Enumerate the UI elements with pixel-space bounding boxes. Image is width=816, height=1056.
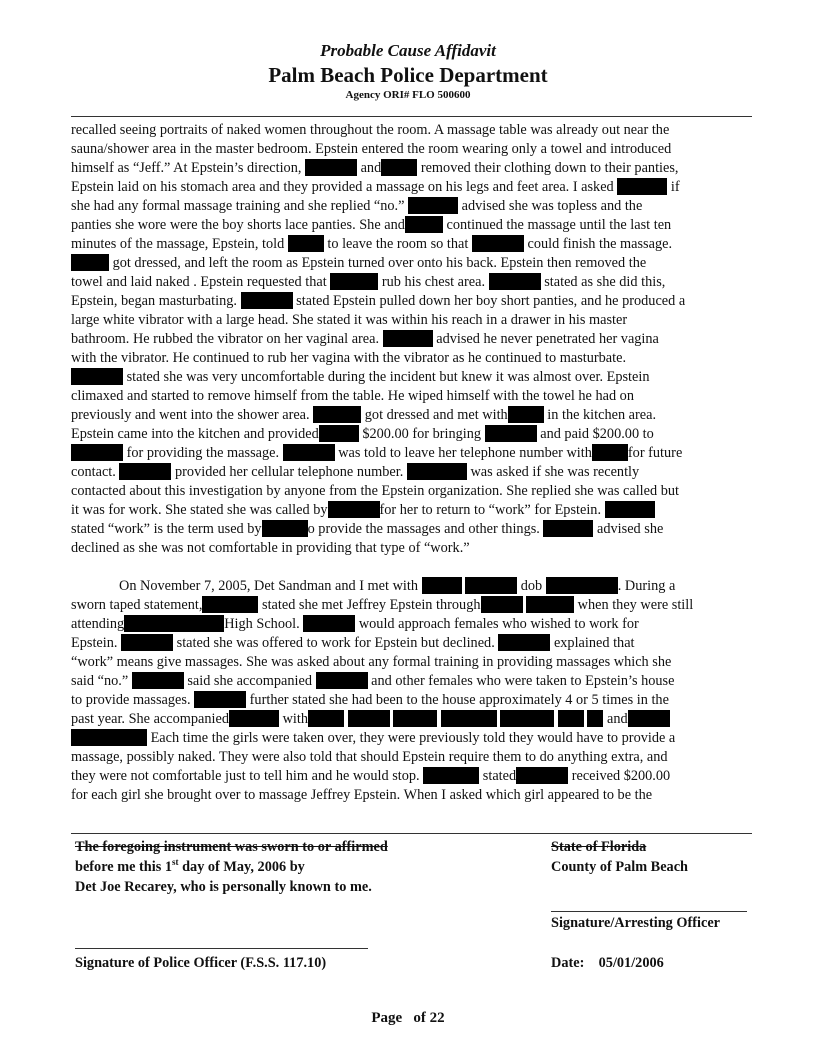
redaction-bar bbox=[121, 634, 173, 651]
text-line bbox=[71, 216, 753, 235]
redaction-bar bbox=[308, 710, 344, 727]
redaction-bar bbox=[381, 159, 417, 176]
text-segment: “work” means give massages. She was asked about any formal training in providing massages which she bbox=[71, 654, 672, 670]
text-line bbox=[71, 292, 753, 311]
text-line bbox=[71, 425, 753, 444]
text-line bbox=[71, 159, 753, 178]
text-segment: they were not comfortable just to tell him and he would stop. bbox=[71, 768, 420, 784]
text-segment: if bbox=[670, 179, 680, 195]
text-segment: further stated she had been to the house approximately 4 or 5 times in the bbox=[249, 692, 669, 708]
state-label: State of Florida bbox=[551, 839, 647, 855]
redaction-bar bbox=[393, 710, 437, 727]
redaction-bar bbox=[405, 216, 443, 233]
paragraph-1 bbox=[71, 121, 753, 558]
page-number bbox=[0, 1010, 816, 1027]
text-segment: she had any formal massage training and she replied “no.” bbox=[71, 198, 405, 214]
text-segment: received $200.00 bbox=[571, 768, 671, 784]
redaction-bar bbox=[408, 197, 458, 214]
text-line bbox=[71, 539, 753, 558]
text-segment: it was for work. She stated she was called by bbox=[71, 502, 328, 518]
text-line bbox=[71, 634, 753, 653]
text-segment: advised she was topless and the bbox=[461, 198, 643, 214]
redaction-bar bbox=[124, 615, 224, 632]
redaction-bar bbox=[498, 634, 550, 651]
document-title: Probable Cause Affidavit bbox=[320, 41, 496, 60]
redaction-bar bbox=[288, 235, 324, 252]
text-line bbox=[71, 178, 753, 197]
text-segment: said “no.” bbox=[71, 673, 129, 689]
redaction-bar bbox=[472, 235, 524, 252]
text-segment: stated she met Jeffrey Epstein through bbox=[262, 597, 481, 613]
text-line bbox=[71, 615, 753, 634]
redaction-bar bbox=[543, 520, 593, 537]
redaction-bar bbox=[305, 159, 357, 176]
text-line bbox=[71, 596, 753, 615]
redaction-bar bbox=[441, 710, 497, 727]
text-segment: sworn taped statement, bbox=[71, 597, 203, 613]
redaction-bar bbox=[587, 710, 603, 727]
redaction-bar bbox=[489, 273, 541, 290]
text-segment: High School. bbox=[224, 616, 300, 632]
text-line bbox=[71, 748, 753, 767]
text-line bbox=[71, 311, 753, 330]
redaction-bar bbox=[605, 501, 655, 518]
redaction-bar bbox=[283, 444, 335, 461]
text-segment: said she accompanied bbox=[187, 673, 312, 689]
text-segment: massage, possibly naked. They were also told that should Epstein require them to do anything extra, and bbox=[71, 749, 668, 765]
text-line bbox=[71, 330, 753, 349]
text-segment: and bbox=[607, 711, 628, 727]
redaction-bar bbox=[71, 254, 109, 271]
text-line bbox=[71, 501, 753, 520]
text-segment: bathroom. He rubbed the vibrator on her vaginal area. bbox=[71, 331, 380, 347]
redaction-bar bbox=[132, 672, 184, 689]
text-line bbox=[71, 691, 753, 710]
redaction-bar bbox=[423, 767, 479, 784]
header-rule bbox=[71, 116, 752, 117]
text-segment: panties she wore were the boy shorts lace panties. She and bbox=[71, 217, 405, 233]
redaction-bar bbox=[485, 425, 537, 442]
text-segment: in the kitchen area. bbox=[547, 407, 657, 423]
text-segment: climaxed and started to remove himself from the table. He wiped himself with the towel he had on bbox=[71, 388, 634, 404]
paragraph-2 bbox=[71, 577, 753, 805]
text-segment: Epstein. bbox=[71, 635, 118, 651]
redaction-bar bbox=[628, 710, 670, 727]
text-segment: attending bbox=[71, 616, 125, 632]
text-line bbox=[71, 463, 753, 482]
text-segment: with bbox=[282, 711, 308, 727]
text-segment: minutes of the massage, Epstein, told bbox=[71, 236, 285, 252]
notary-date-suffix: day of May, 2006 by bbox=[178, 859, 305, 875]
text-segment: got dressed and met with bbox=[364, 407, 508, 423]
text-line bbox=[71, 254, 753, 273]
text-segment: Epstein came into the kitchen and provided bbox=[71, 426, 319, 442]
text-segment: explained that bbox=[553, 635, 635, 651]
redaction-bar bbox=[465, 577, 517, 594]
text-segment: contact. bbox=[71, 464, 116, 480]
text-segment: contacted about this investigation by anyone from the Epstein organization. She replied she was called but bbox=[71, 483, 679, 499]
ordinal-suffix: st bbox=[172, 857, 179, 868]
text-segment: for her to return to “work” for Epstein. bbox=[379, 502, 602, 518]
police-signature-line bbox=[75, 948, 368, 949]
text-segment: stated as she did this, bbox=[544, 274, 666, 290]
redaction-bar bbox=[516, 767, 568, 784]
text-segment: when they were still bbox=[577, 597, 694, 613]
text-segment: himself as “Jeff.” At Epstein’s direction, bbox=[71, 160, 302, 176]
text-line bbox=[71, 387, 753, 406]
redaction-bar bbox=[328, 501, 380, 518]
redaction-bar bbox=[500, 710, 554, 727]
text-line bbox=[71, 444, 753, 463]
redaction-bar bbox=[558, 710, 584, 727]
text-line bbox=[71, 767, 753, 786]
text-segment: previously and went into the shower area. bbox=[71, 407, 310, 423]
notary-sworn-line-3: Det Joe Recarey, who is personally known to me. bbox=[75, 879, 372, 895]
text-segment: was asked if she was recently bbox=[470, 464, 640, 480]
text-line bbox=[71, 235, 753, 254]
redaction-bar bbox=[241, 292, 293, 309]
date-field bbox=[551, 954, 664, 973]
redaction-bar bbox=[229, 710, 279, 727]
text-segment: provided her cellular telephone number. bbox=[175, 464, 404, 480]
redaction-bar bbox=[71, 444, 123, 461]
text-segment: stated Epstein pulled down her boy short panties, and he produced a bbox=[296, 293, 686, 309]
redaction-bar bbox=[119, 463, 171, 480]
department-name: Palm Beach Police Department bbox=[268, 63, 548, 87]
text-line bbox=[71, 653, 753, 672]
arresting-signature-line bbox=[551, 911, 747, 912]
text-segment: and other females who were taken to Epstein’s house bbox=[371, 673, 675, 689]
affidavit-body bbox=[71, 121, 753, 805]
date-label: Date: bbox=[551, 955, 585, 971]
date-value: 05/01/2006 bbox=[598, 955, 664, 971]
redaction-bar bbox=[313, 406, 361, 423]
text-segment: to leave the room so that bbox=[327, 236, 469, 252]
text-segment: stated bbox=[482, 768, 517, 784]
text-segment: large white vibrator with a large head. She stated it was within his reach in a drawer in his master bbox=[71, 312, 628, 328]
text-segment: Epstein, began masturbating. bbox=[71, 293, 237, 309]
agency-ori: Agency ORI# FLO 500600 bbox=[345, 89, 471, 101]
text-segment: Each time the girls were taken over, they were previously told they would have to provide a bbox=[150, 730, 676, 746]
text-line bbox=[71, 121, 753, 140]
text-segment: and paid $200.00 to bbox=[540, 426, 654, 442]
text-segment: towel and laid naked . Epstein requested that bbox=[71, 274, 327, 290]
text-line bbox=[71, 672, 753, 691]
redaction-bar bbox=[407, 463, 467, 480]
text-segment: declined as she was not comfortable in providing that type of “work.” bbox=[71, 540, 470, 556]
redaction-bar bbox=[592, 444, 628, 461]
text-line bbox=[71, 406, 753, 425]
text-segment: rub his chest area. bbox=[381, 274, 486, 290]
text-segment: got dressed, and left the room as Epstein turned over onto his back. Epstein then removed the bbox=[112, 255, 647, 271]
redaction-bar bbox=[71, 368, 123, 385]
text-segment: for providing the massage. bbox=[126, 445, 280, 461]
text-segment: with the vibrator. He continued to rub her vagina with the vibrator as he continued to masturbate. bbox=[71, 350, 627, 366]
text-line bbox=[71, 482, 753, 501]
text-segment: continued the massage until the last ten bbox=[446, 217, 672, 233]
text-line bbox=[71, 368, 753, 387]
redaction-bar bbox=[194, 691, 246, 708]
text-line bbox=[71, 197, 753, 216]
redaction-bar bbox=[71, 729, 147, 746]
text-segment: Epstein laid on his stomach area and they provided a massage on his legs and feet area. I asked bbox=[71, 179, 614, 195]
text-segment: o provide the massages and other things. bbox=[307, 521, 540, 537]
notary-sworn-line-1: The foregoing instrument was sworn to or affirmed bbox=[75, 839, 388, 855]
footer-rule-top bbox=[71, 833, 752, 834]
text-line bbox=[71, 520, 753, 539]
text-segment: for each girl she brought over to massage Jeffrey Epstein. When I asked which girl appeared to be the bbox=[71, 787, 653, 803]
text-line bbox=[71, 273, 753, 292]
page-total: of 22 bbox=[413, 1010, 445, 1026]
page-label: Page bbox=[371, 1010, 403, 1026]
redaction-bar bbox=[262, 520, 308, 537]
text-segment: advised he never penetrated her vagina bbox=[436, 331, 659, 347]
redaction-bar bbox=[546, 577, 618, 594]
text-segment: to provide massages. bbox=[71, 692, 191, 708]
text-line bbox=[71, 710, 753, 729]
text-segment: was told to leave her telephone number with bbox=[338, 445, 592, 461]
redaction-bar bbox=[508, 406, 544, 423]
redaction-bar bbox=[303, 615, 355, 632]
text-segment: past year. She accompanied bbox=[71, 711, 229, 727]
text-segment: stated she was very uncomfortable during the incident but knew it was almost over. Epstein bbox=[126, 369, 650, 385]
text-segment: $200.00 for bringing bbox=[362, 426, 482, 442]
text-line bbox=[71, 786, 753, 805]
text-segment: advised she bbox=[597, 521, 664, 537]
redaction-bar bbox=[526, 596, 574, 613]
text-segment: could finish the massage. bbox=[527, 236, 673, 252]
text-segment: sauna/shower area in the master bedroom. Epstein entered the room wearing only a towel and introduced bbox=[71, 141, 672, 157]
text-line bbox=[71, 349, 753, 368]
text-segment: for future bbox=[627, 445, 683, 461]
redaction-bar bbox=[330, 273, 378, 290]
text-segment: stated she was offered to work for Epstein but declined. bbox=[176, 635, 495, 651]
text-segment: . During a bbox=[617, 578, 676, 594]
text-segment: removed their clothing down to their panties, bbox=[420, 160, 679, 176]
redaction-bar bbox=[316, 672, 368, 689]
redaction-bar bbox=[481, 596, 523, 613]
text-line bbox=[71, 140, 753, 159]
text-segment: and bbox=[360, 160, 382, 176]
redaction-bar bbox=[617, 178, 667, 195]
notary-sworn-line-2 bbox=[75, 858, 305, 877]
redaction-bar bbox=[202, 596, 258, 613]
text-segment: On November 7, 2005, Det Sandman and I met with bbox=[119, 578, 418, 594]
redaction-bar bbox=[383, 330, 433, 347]
notary-date-prefix: before me this 1 bbox=[75, 859, 173, 875]
text-segment: dob bbox=[520, 578, 543, 594]
arresting-officer-signature-label: Signature/Arresting Officer bbox=[551, 915, 721, 931]
text-line bbox=[71, 577, 753, 596]
text-segment: would approach females who wished to work for bbox=[358, 616, 639, 632]
police-officer-signature-label: Signature of Police Officer (F.S.S. 117.10) bbox=[75, 955, 327, 971]
redaction-bar bbox=[319, 425, 359, 442]
text-segment: stated “work” is the term used by bbox=[71, 521, 262, 537]
text-segment: recalled seeing portraits of naked women throughout the room. A massage table was already out near the bbox=[71, 122, 670, 138]
redaction-bar bbox=[348, 710, 390, 727]
text-line bbox=[71, 729, 753, 748]
county-label: County of Palm Beach bbox=[551, 859, 689, 875]
redaction-bar bbox=[422, 577, 462, 594]
